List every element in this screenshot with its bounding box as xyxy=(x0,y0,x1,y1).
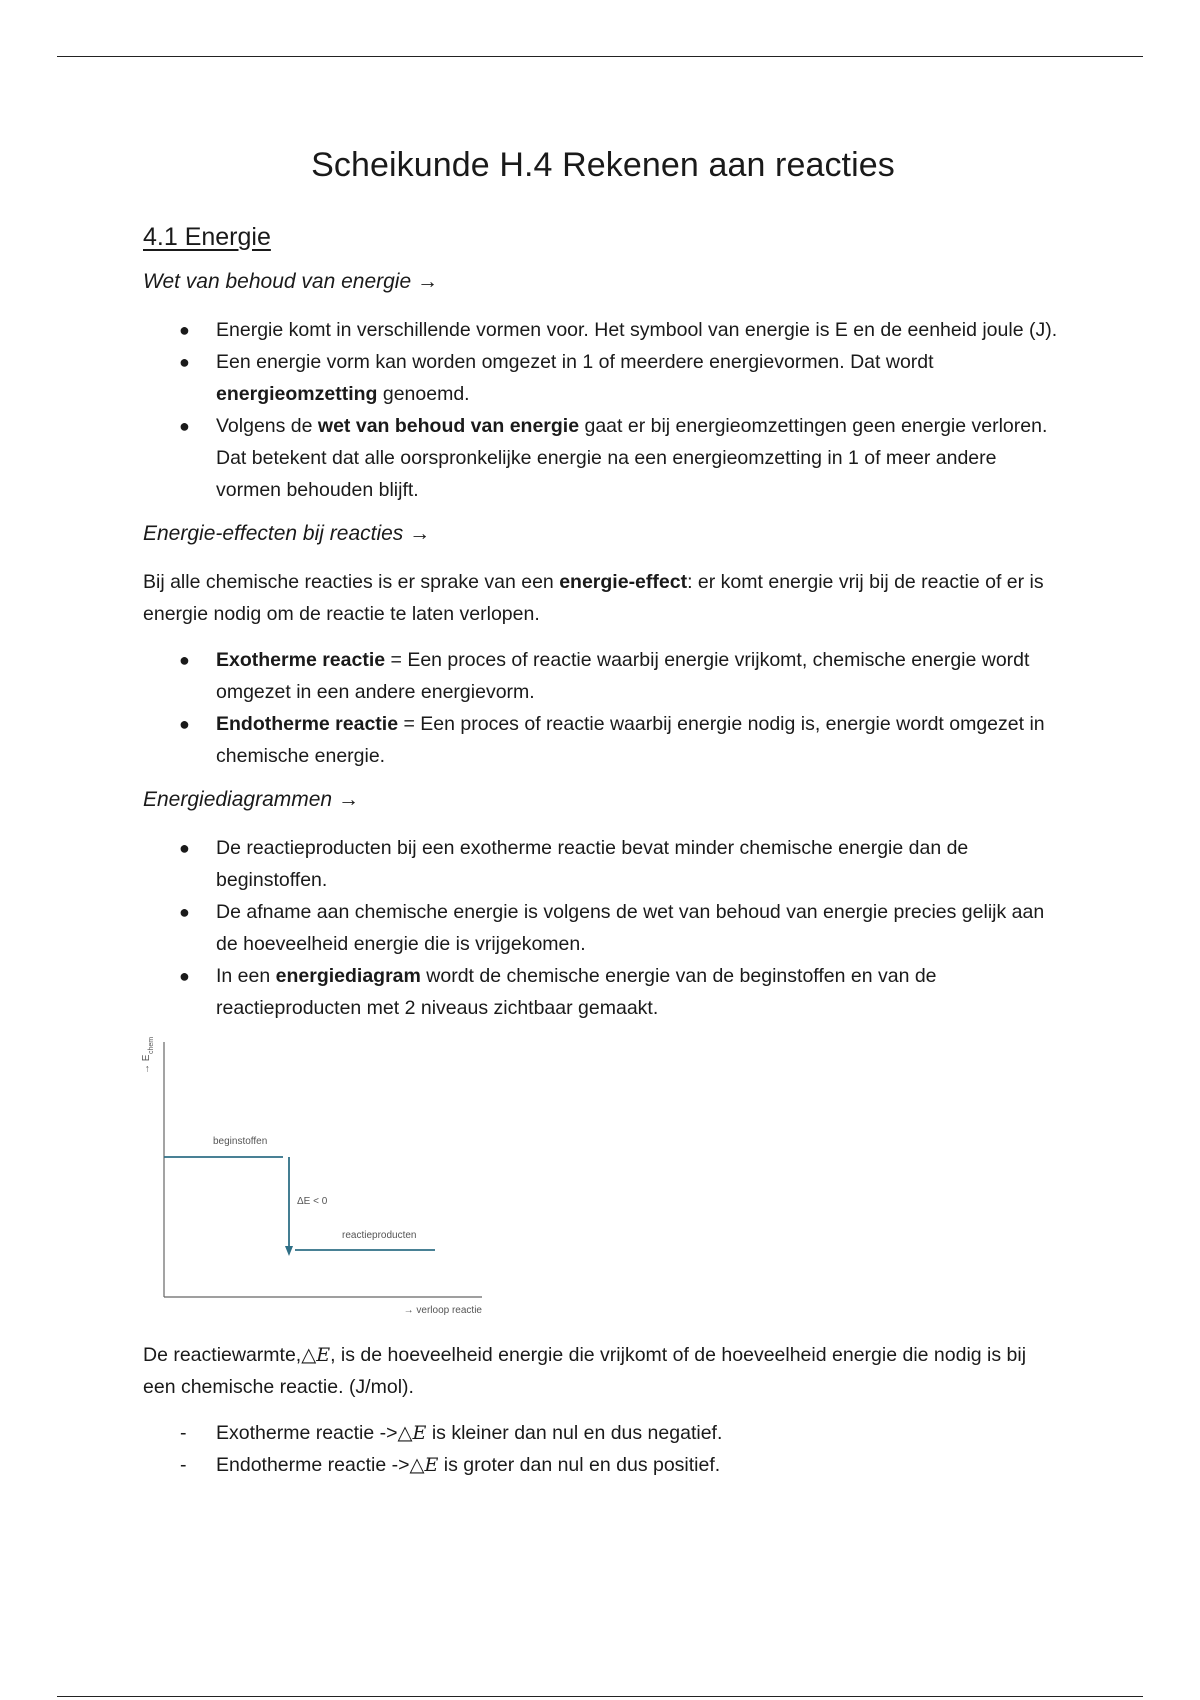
paragraph-energie-effect: Bij alle chemische reacties is er sprake van een energie-effect: er komt energie vrij bij de reactie of er is energie nodig om de reactie te laten verlopen. xyxy=(143,571,1044,625)
bullet-icon: ● xyxy=(179,714,190,734)
bullet-icon: ● xyxy=(179,320,190,340)
y-axis-label-sub: chem xyxy=(148,1036,155,1054)
list-item: ● Exotherme reactie = Een proces of reactie waarbij energie vrijkomt, chemische energie wordt omgezet in een andere energievorm. xyxy=(143,644,1063,708)
list-item: ● In een energiediagram wordt de chemische energie van de beginstoffen en van de reactieproducten met 2 niveaus zichtbaar gemaakt. xyxy=(143,960,1063,1024)
subheading-diagrammen: Energiediagrammen → xyxy=(143,788,359,811)
dash-icon: - xyxy=(180,1454,187,1476)
page-title: Scheikunde H.4 Rekenen aan reacties xyxy=(311,146,895,184)
bullet-icon: ● xyxy=(179,650,190,670)
list-item: ● De reactieproducten bij een exotherme reactie bevat minder chemische energie dan de beginstoffen. xyxy=(143,832,1063,896)
delta-symbol: △ xyxy=(301,1344,317,1366)
bullet-icon: ● xyxy=(179,416,190,436)
arrow-icon: → xyxy=(409,522,431,545)
y-axis-label xyxy=(141,1054,152,1074)
subheading-behoud: Wet van behoud van energie → xyxy=(143,270,438,293)
list-item: ● Volgens de wet van behoud van energie gaat er bij energieomzettingen geen energie verloren. Dat betekent dat alle oorspronkelijke energie na een energieomzetting in 1 of meer andere vormen behouden blijft. xyxy=(143,410,1063,506)
y-axis-label-text: → E xyxy=(141,1054,152,1074)
list-item: ● Endotherme reactie = Een proces of reactie waarbij energie nodig is, energie wordt omgezet in chemische energie. xyxy=(143,708,1063,772)
label-beginstoffen: beginstoffen xyxy=(213,1136,268,1147)
section-heading: 4.1 Energie xyxy=(143,223,271,251)
footer-rule xyxy=(57,1696,1143,1697)
list-item: ● Een energie vorm kan worden omgezet in 1 of meerdere energievormen. Dat wordt energieomzetting genoemd. xyxy=(143,346,1063,410)
list-item: ● De afname aan chemische energie is volgens de wet van behoud van energie precies gelijk aan de hoeveelheid energie die is vrijgekomen. xyxy=(143,896,1063,960)
bullet-icon: ● xyxy=(179,352,190,372)
arrow-icon: → xyxy=(416,270,438,293)
label-delta: ΔE < 0 xyxy=(297,1196,328,1207)
delta-symbol: △ xyxy=(397,1422,413,1444)
label-reactieproducten: reactieproducten xyxy=(342,1230,417,1241)
x-axis-label: → verloop reactie xyxy=(403,1305,482,1316)
delta-arrowhead xyxy=(285,1246,293,1256)
list-item: - Exotherme reactie ->△E is kleiner dan nul en dus negatief. xyxy=(143,1417,1063,1449)
subheading-effecten: Energie-effecten bij reacties → xyxy=(143,522,431,545)
dash-icon: - xyxy=(180,1422,187,1444)
list-item: ● Energie komt in verschillende vormen voor. Het symbool van energie is E en de eenheid joule (J). xyxy=(143,314,1063,346)
bullet-list-reacties xyxy=(143,644,1063,772)
energy-diagram xyxy=(137,1034,507,1334)
bullet-list-behoud xyxy=(143,314,1063,506)
bullet-icon: ● xyxy=(179,838,190,858)
paragraph-reactiewarmte: De reactiewarmte,△E, is de hoeveelheid energie die vrijkomt of de hoeveelheid energie die nodig is bij een chemische reactie. (J/mol). xyxy=(143,1344,1027,1398)
list-item: - Endotherme reactie ->△E is groter dan nul en dus positief. xyxy=(143,1449,1063,1481)
delta-symbol: △ xyxy=(409,1454,425,1476)
bullet-list-diagrammen xyxy=(143,832,1063,1024)
dash-list-reactiewarmte xyxy=(143,1417,1063,1481)
document-page xyxy=(143,146,1063,1481)
header-rule xyxy=(57,56,1143,57)
bullet-icon: ● xyxy=(179,902,190,922)
arrow-icon: → xyxy=(337,788,359,811)
bullet-icon: ● xyxy=(179,966,190,986)
